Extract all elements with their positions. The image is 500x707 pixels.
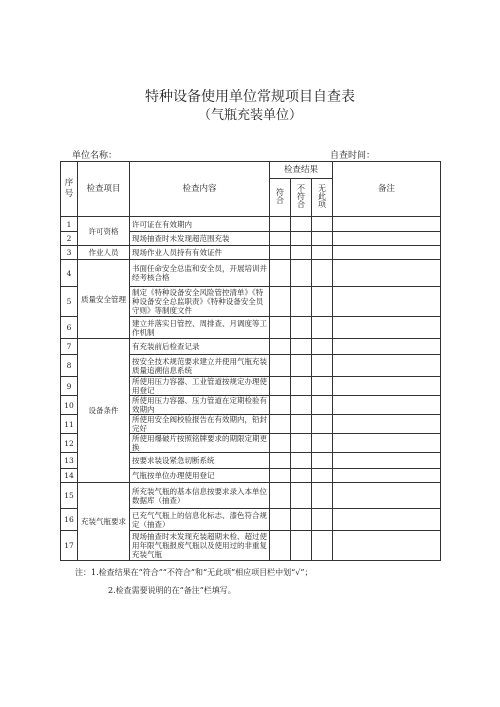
cell-nonconform[interactable] [291, 355, 312, 377]
cell-nonconform[interactable] [291, 483, 312, 509]
page-subtitle: （气瓶充装单位） [197, 108, 302, 123]
cell-remark[interactable] [333, 232, 441, 246]
cell-nonconform[interactable] [291, 453, 312, 469]
header-remark: 备注 [333, 162, 441, 217]
cell-nonconform[interactable] [291, 377, 312, 396]
row-content: 制定《特种设备安全风险管控清单》《特种设备安全总监职责》《特种设备安全员守则》等制度文件 [130, 287, 270, 317]
cell-remark[interactable] [333, 531, 441, 561]
row-no: 3 [61, 246, 78, 260]
row-no: 2 [61, 232, 78, 246]
cell-remark[interactable] [333, 377, 441, 396]
cell-conform[interactable] [270, 483, 291, 509]
cell-conform[interactable] [270, 415, 291, 434]
cell-nonconform[interactable] [291, 287, 312, 317]
cell-conform[interactable] [270, 531, 291, 561]
cell-nonconform[interactable] [291, 415, 312, 434]
cell-na[interactable] [312, 232, 333, 246]
cell-conform[interactable] [270, 339, 291, 355]
cell-na[interactable] [312, 355, 333, 377]
row-no: 1 [61, 217, 78, 232]
row-content: 建立并落实日管控、周排查、月调度等工作机制 [130, 317, 270, 339]
cell-nonconform[interactable] [291, 317, 312, 339]
cell-nonconform[interactable] [291, 396, 312, 415]
cell-na[interactable] [312, 453, 333, 469]
cell-na[interactable] [312, 217, 333, 232]
cell-nonconform[interactable] [291, 232, 312, 246]
header-content: 检查内容 [130, 162, 270, 217]
cell-nonconform[interactable] [291, 246, 312, 260]
row-no: 11 [61, 415, 78, 434]
cell-na[interactable] [312, 415, 333, 434]
row-content: 所充装气瓶的基本信息按要求录入本单位数据库（抽查） [130, 483, 270, 509]
cell-conform[interactable] [270, 355, 291, 377]
row-content: 有充装前后检查记录 [130, 339, 270, 355]
group-license: 许可资格 [78, 217, 130, 246]
row-no: 12 [61, 434, 78, 453]
cell-na[interactable] [312, 469, 333, 483]
cell-conform[interactable] [270, 317, 291, 339]
cell-conform[interactable] [270, 377, 291, 396]
row-no: 16 [61, 509, 78, 531]
header-na: 无此项 [312, 179, 333, 217]
cell-conform[interactable] [270, 453, 291, 469]
row-no: 8 [61, 355, 78, 377]
row-no: 9 [61, 377, 78, 396]
row-no: 17 [61, 531, 78, 561]
row-no: 5 [61, 287, 78, 317]
cell-conform[interactable] [270, 260, 291, 287]
row-content: 所使用爆破片按照铭牌要求的期限定期更换 [130, 434, 270, 453]
row-content: 按安全技术规范要求建立并使用气瓶充装质量追溯信息系统 [130, 355, 270, 377]
inspection-table [60, 161, 441, 561]
row-no: 10 [61, 396, 78, 415]
cell-nonconform[interactable] [291, 509, 312, 531]
cell-na[interactable] [312, 396, 333, 415]
cell-remark[interactable] [333, 339, 441, 355]
header-result: 检查结果 [270, 162, 333, 179]
row-content: 现场抽查时未发现充装超期未检、超过使用年限气瓶报废气瓶以及使用过的非重复充装气瓶 [130, 531, 270, 561]
cell-remark[interactable] [333, 355, 441, 377]
cell-na[interactable] [312, 377, 333, 396]
note-2: 2.检查需要说明的在“备注”栏填写。 [108, 586, 236, 595]
cell-remark[interactable] [333, 415, 441, 434]
cell-remark[interactable] [333, 469, 441, 483]
row-no: 15 [61, 483, 78, 509]
cell-remark[interactable] [333, 287, 441, 317]
header-item: 检查项目 [78, 162, 130, 217]
row-no: 14 [61, 469, 78, 483]
cell-conform[interactable] [270, 232, 291, 246]
cell-conform[interactable] [270, 217, 291, 232]
cell-nonconform[interactable] [291, 260, 312, 287]
cell-nonconform[interactable] [291, 434, 312, 453]
cell-na[interactable] [312, 483, 333, 509]
cell-remark[interactable] [333, 483, 441, 509]
group-staff: 作业人员 [78, 246, 130, 260]
cell-na[interactable] [312, 339, 333, 355]
cell-na[interactable] [312, 287, 333, 317]
cell-remark[interactable] [333, 509, 441, 531]
cell-nonconform[interactable] [291, 217, 312, 232]
group-filling: 充装气瓶要求 [78, 483, 130, 561]
cell-conform[interactable] [270, 287, 291, 317]
cell-na[interactable] [312, 509, 333, 531]
unit-name-label: 单位名称： [72, 151, 118, 161]
cell-remark[interactable] [333, 217, 441, 232]
cell-nonconform[interactable] [291, 531, 312, 561]
row-content: 书面任命安全总监和安全员，开展培训并经考核合格 [130, 260, 270, 287]
group-quality: 质量安全管理 [78, 260, 130, 339]
row-content: 所使用压力容器、压力管道在定期检验有效期内 [130, 396, 270, 415]
row-no: 6 [61, 317, 78, 339]
note-1: 注：1.检查结果在“符合”“不符合”和“无此项”相应项目栏中划“√”； [75, 568, 313, 577]
cell-conform[interactable] [270, 434, 291, 453]
cell-nonconform[interactable] [291, 339, 312, 355]
header-conform: 符合 [270, 179, 291, 217]
row-no: 4 [61, 260, 78, 287]
cell-na[interactable] [312, 434, 333, 453]
row-content: 现场抽查时未发现超范围充装 [130, 232, 270, 246]
group-equipment: 设备条件 [78, 339, 130, 483]
row-content: 许可证在有效期内 [130, 217, 270, 232]
cell-remark[interactable] [333, 246, 441, 260]
row-content: 气瓶按单位办理使用登记 [130, 469, 270, 483]
page-title: 特种设备使用单位常规项目自查表 [145, 89, 355, 105]
row-content: 现场作业人员持有有效证件 [130, 246, 270, 260]
row-content: 所使用压力容器、工业管道按规定办理使用登记 [130, 377, 270, 396]
cell-conform[interactable] [270, 509, 291, 531]
row-content: 所使用安全阀校验报告在有效期内，铅封完好 [130, 415, 270, 434]
row-no: 13 [61, 453, 78, 469]
cell-remark[interactable] [333, 453, 441, 469]
cell-na[interactable] [312, 531, 333, 561]
cell-na[interactable] [312, 260, 333, 287]
cell-remark[interactable] [333, 434, 441, 453]
check-time-label: 自查时间： [330, 151, 376, 161]
cell-remark[interactable] [333, 317, 441, 339]
cell-conform[interactable] [270, 246, 291, 260]
header-seq: 序号 [61, 162, 78, 217]
row-no: 7 [61, 339, 78, 355]
cell-remark[interactable] [333, 260, 441, 287]
cell-remark[interactable] [333, 396, 441, 415]
row-content: 已充气气瓶上的信息化标志、漆色符合规定（抽查） [130, 509, 270, 531]
cell-nonconform[interactable] [291, 469, 312, 483]
cell-conform[interactable] [270, 396, 291, 415]
row-content: 按要求装设紧急切断系统 [130, 453, 270, 469]
header-nonconform: 不符合 [291, 179, 312, 217]
cell-na[interactable] [312, 246, 333, 260]
cell-conform[interactable] [270, 469, 291, 483]
cell-na[interactable] [312, 317, 333, 339]
